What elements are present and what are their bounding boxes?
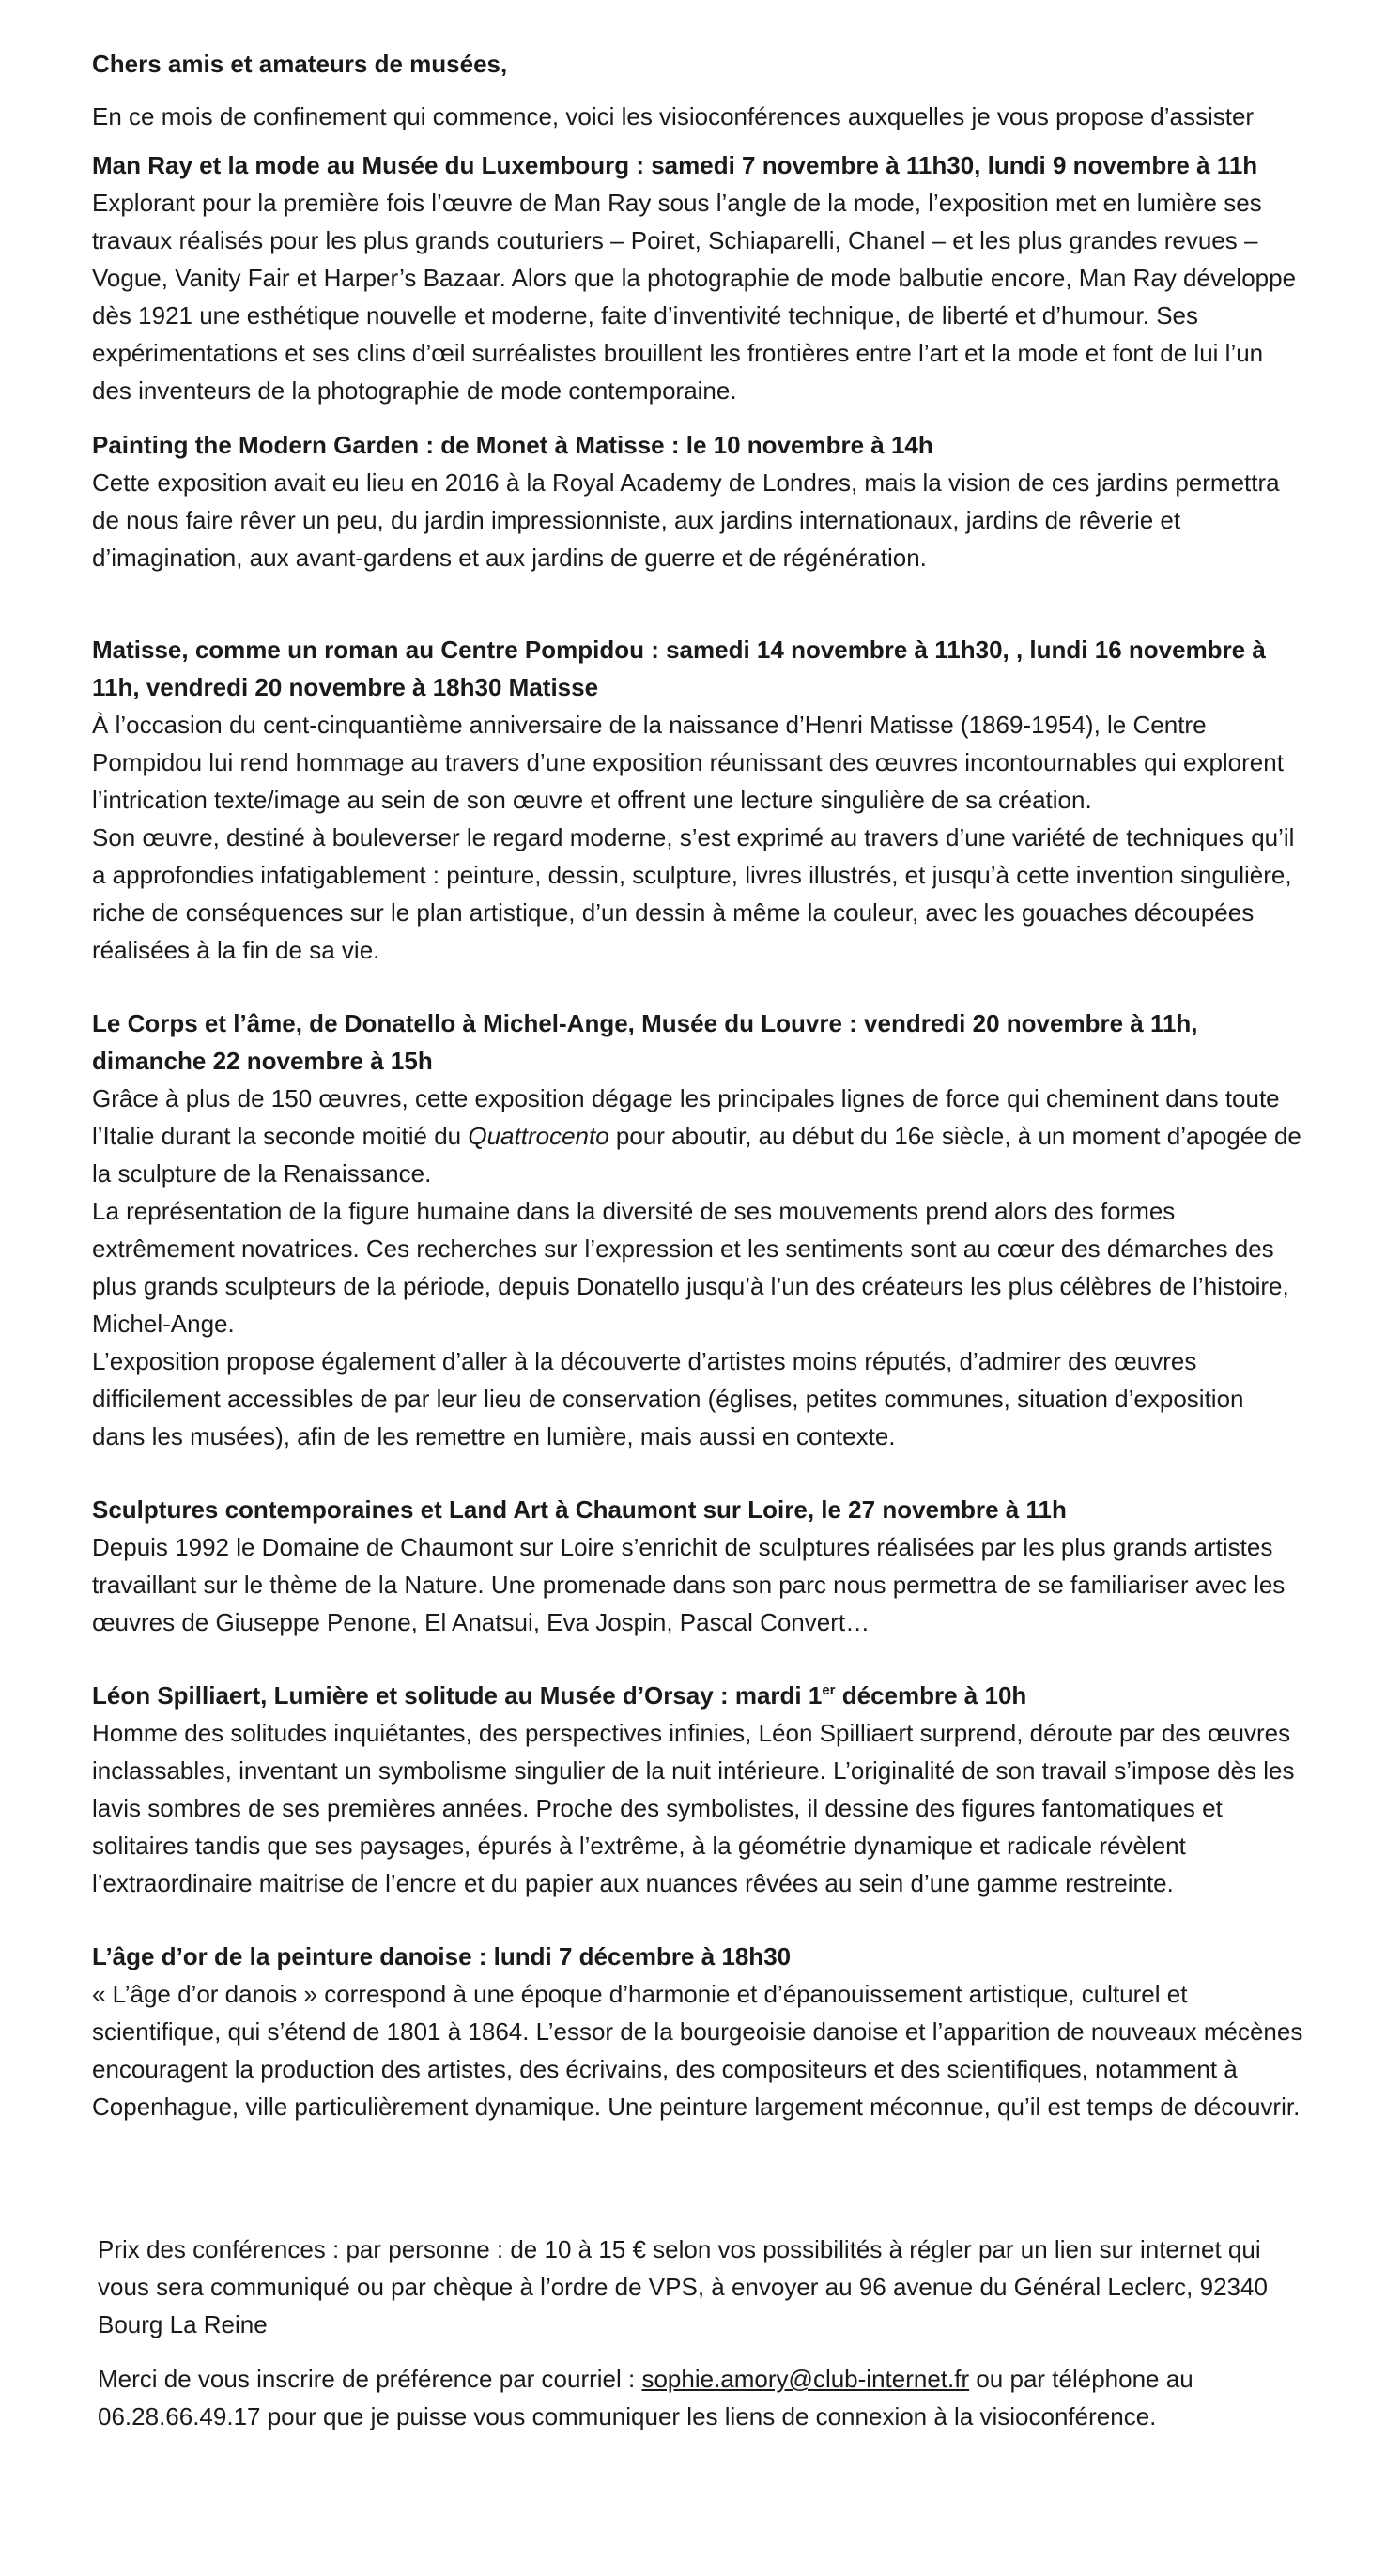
event-paragraph: La représentation de la figure humaine dans la diversité de ses mouvements prend alors des formes extrêmement novatrices. Ces recherches sur l’expression et les sentiments sont au cœur des démarches des plus grands sculpteurs de la période, depuis Donatello jusqu’à l’un des créateurs les plus célèbres de l’histoire, Michel-Ange. [92, 1197, 1289, 1338]
event-title: Matisse, comme un roman au Centre Pompidou : samedi 14 novembre à 11h30, , lundi 16 novembre à 11h, vendredi 20 novembre à 18h30 Matisse [92, 636, 1266, 701]
prices-text: Prix des conférences : par personne : de 10 à 15 € selon vos possibilités à régler par un lien sur internet qui vous sera communiqué ou par chèque à l’ordre de VPS, à envoyer au 96 avenue du Général Leclerc, 92340 Bourg La Reine [98, 2235, 1268, 2338]
event-chaumont [92, 1491, 1303, 1641]
event-paragraph: Depuis 1992 le Domaine de Chaumont sur Loire s’enrichit de sculptures réalisées par les plus grands artistes travaillant sur le thème de la Nature. Une promenade dans son parc nous permettra de se familiariser avec les œuvres de Giuseppe Penone, El Anatsui, Eva Jospin, Pascal Convert… [92, 1533, 1286, 1636]
event-danish-golden-age [92, 1938, 1303, 2125]
event-title: L’âge d’or de la peinture danoise : lundi 7 décembre à 18h30 [92, 1942, 792, 1970]
event-paragraph: Explorant pour la première fois l’œuvre de Man Ray sous l’angle de la mode, l’exposition met en lumière ses travaux réalisés pour les plus grands couturiers – Poiret, Schiaparelli, Chanel – et les plus grandes revues – Vogue, Vanity Fair et Harper’s Bazaar. Alors que la photographie de mode balbutie encore, Man Ray développe dès 1921 une esthétique nouvelle et moderne, faite d’inventivité technique, de liberté et d’humour. Ses expérimentations et ses clins d’œil surréalistes brouillent les frontières entre l’art et la mode et font de lui l’un des inventeurs de la photographie de mode contemporaine. [92, 189, 1297, 405]
event-title [92, 1677, 1303, 1714]
event-title: Man Ray et la mode au Musée du Luxembourg : samedi 7 novembre à 11h30, lundi 9 novembre à 11h [92, 151, 1258, 179]
event-modern-garden [92, 426, 1303, 576]
italic-term: Quattrocento [468, 1122, 609, 1150]
event-paragraph [92, 1080, 1303, 1192]
event-description [92, 706, 1303, 969]
event-description [92, 1080, 1303, 1455]
event-paragraph: Homme des solitudes inquiétantes, des perspectives infinies, Léon Spilliaert surprend, déroute par des œuvres inclassables, inventant un symbolisme singulier de la nuit intérieure. L’originalité de son travail s’impose dès les lavis sombres de ses premières années. Proche des symbolistes, il dessine des figures fantomatiques et solitaires tandis que ses paysages, épurés à l’extrême, à la géométrie dynamique et radicale révèlent l’extraordinaire maitrise de l’encre et du papier aux nuances rêvées au sein d’une gamme restreinte. [92, 1719, 1295, 1897]
intro-text: En ce mois de confinement qui commence, voici les visioconférences auxquelles je vous propose d’assister [92, 102, 1255, 130]
event-title: Sculptures contemporaines et Land Art à Chaumont sur Loire, le 27 novembre à 11h [92, 1495, 1067, 1524]
event-description [92, 1714, 1303, 1902]
event-paragraph: Son œuvre, destiné à bouleverser le regard moderne, s’est exprimé au travers d’une variété de techniques qu’il a approfondies infatigablement : peinture, dessin, sculpture, livres illustrés, et jusqu’à cette invention singulière, riche de conséquences sur le plan artistique, d’un dessin à même la couleur, avec les gouaches découpées réalisées à la fin de sa vie. [92, 823, 1295, 964]
paragraph-text: pour aboutir, au début du 16e siècle, à un moment d’apogée de la sculpture de la Renaissance. [92, 1122, 1301, 1188]
event-donatello [92, 1004, 1303, 1455]
registration-tail: ou par téléphone au 06.28.66.49.17 pour que je puisse vous communiquer les liens de connexion à la visioconférence. [98, 2365, 1194, 2430]
title-text: décembre à 10h [835, 1681, 1027, 1710]
event-description [92, 184, 1303, 409]
document-page [92, 45, 1303, 2435]
email-link[interactable]: sophie.amory@club-internet.fr [641, 2365, 970, 2393]
footer [98, 2231, 1303, 2435]
event-matisse [92, 631, 1303, 969]
event-spilliaert [92, 1677, 1303, 1902]
title-superscript: er [822, 1682, 836, 1698]
event-paragraph: Cette exposition avait eu lieu en 2016 à la Royal Academy de Londres, mais la vision de ces jardins permettra de nous faire rêver un peu, du jardin impressionniste, aux jardins internationaux, jardins de rêverie et d’imagination, aux avant-gardens et aux jardins de guerre et de régénération. [92, 468, 1280, 572]
event-title: Painting the Modern Garden : de Monet à Matisse : le 10 novembre à 14h [92, 431, 933, 459]
event-description [92, 464, 1303, 576]
registration-text [98, 2360, 1303, 2435]
event-paragraph: À l’occasion du cent-cinquantième anniversaire de la naissance d’Henri Matisse (1869-1954), le Centre Pompidou lui rend hommage au travers d’une exposition réunissant des œuvres incontournables qui explorent l’intrication texte/image au sein de son œuvre et offrent une lecture singulière de sa création. [92, 711, 1284, 814]
event-title: Le Corps et l’âme, de Donatello à Michel-Ange, Musée du Louvre : vendredi 20 novembre à 11h, dimanche 22 novembre à 15h [92, 1009, 1198, 1075]
title-text: Léon Spilliaert, Lumière et solitude au Musée d’Orsay : mardi 1 [92, 1681, 823, 1710]
event-description [92, 1975, 1303, 2125]
event-man-ray [92, 146, 1303, 409]
greeting: Chers amis et amateurs de musées, [92, 50, 508, 78]
event-paragraph: L’exposition propose également d’aller à la découverte d’artistes moins réputés, d’admirer des œuvres difficilement accessibles de par leur lieu de conservation (églises, petites communes, situation d’exposition dans les musées), afin de les remettre en lumière, mais aussi en contexte. [92, 1347, 1244, 1450]
registration-lead: Merci de vous inscrire de préférence par courriel : [98, 2365, 642, 2393]
event-paragraph: « L’âge d’or danois » correspond à une époque d’harmonie et d’épanouissement artistique, culturel et scientifique, qui s’étend de 1801 à 1864. L’essor de la bourgeoisie danoise et l’apparition de nouveaux mécènes encouragent la production des artistes, des écrivains, des compositeurs et des scientifiques, notamment à Copenhague, ville particulièrement dynamique. Une peinture largement méconnue, qu’il est temps de découvrir. [92, 1980, 1303, 2121]
paragraph-text: Grâce à plus de 150 œuvres, cette exposition dégage les principales lignes de force qui cheminent dans toute l’Italie durant la seconde moitié du [92, 1084, 1280, 1150]
event-description [92, 1528, 1303, 1641]
